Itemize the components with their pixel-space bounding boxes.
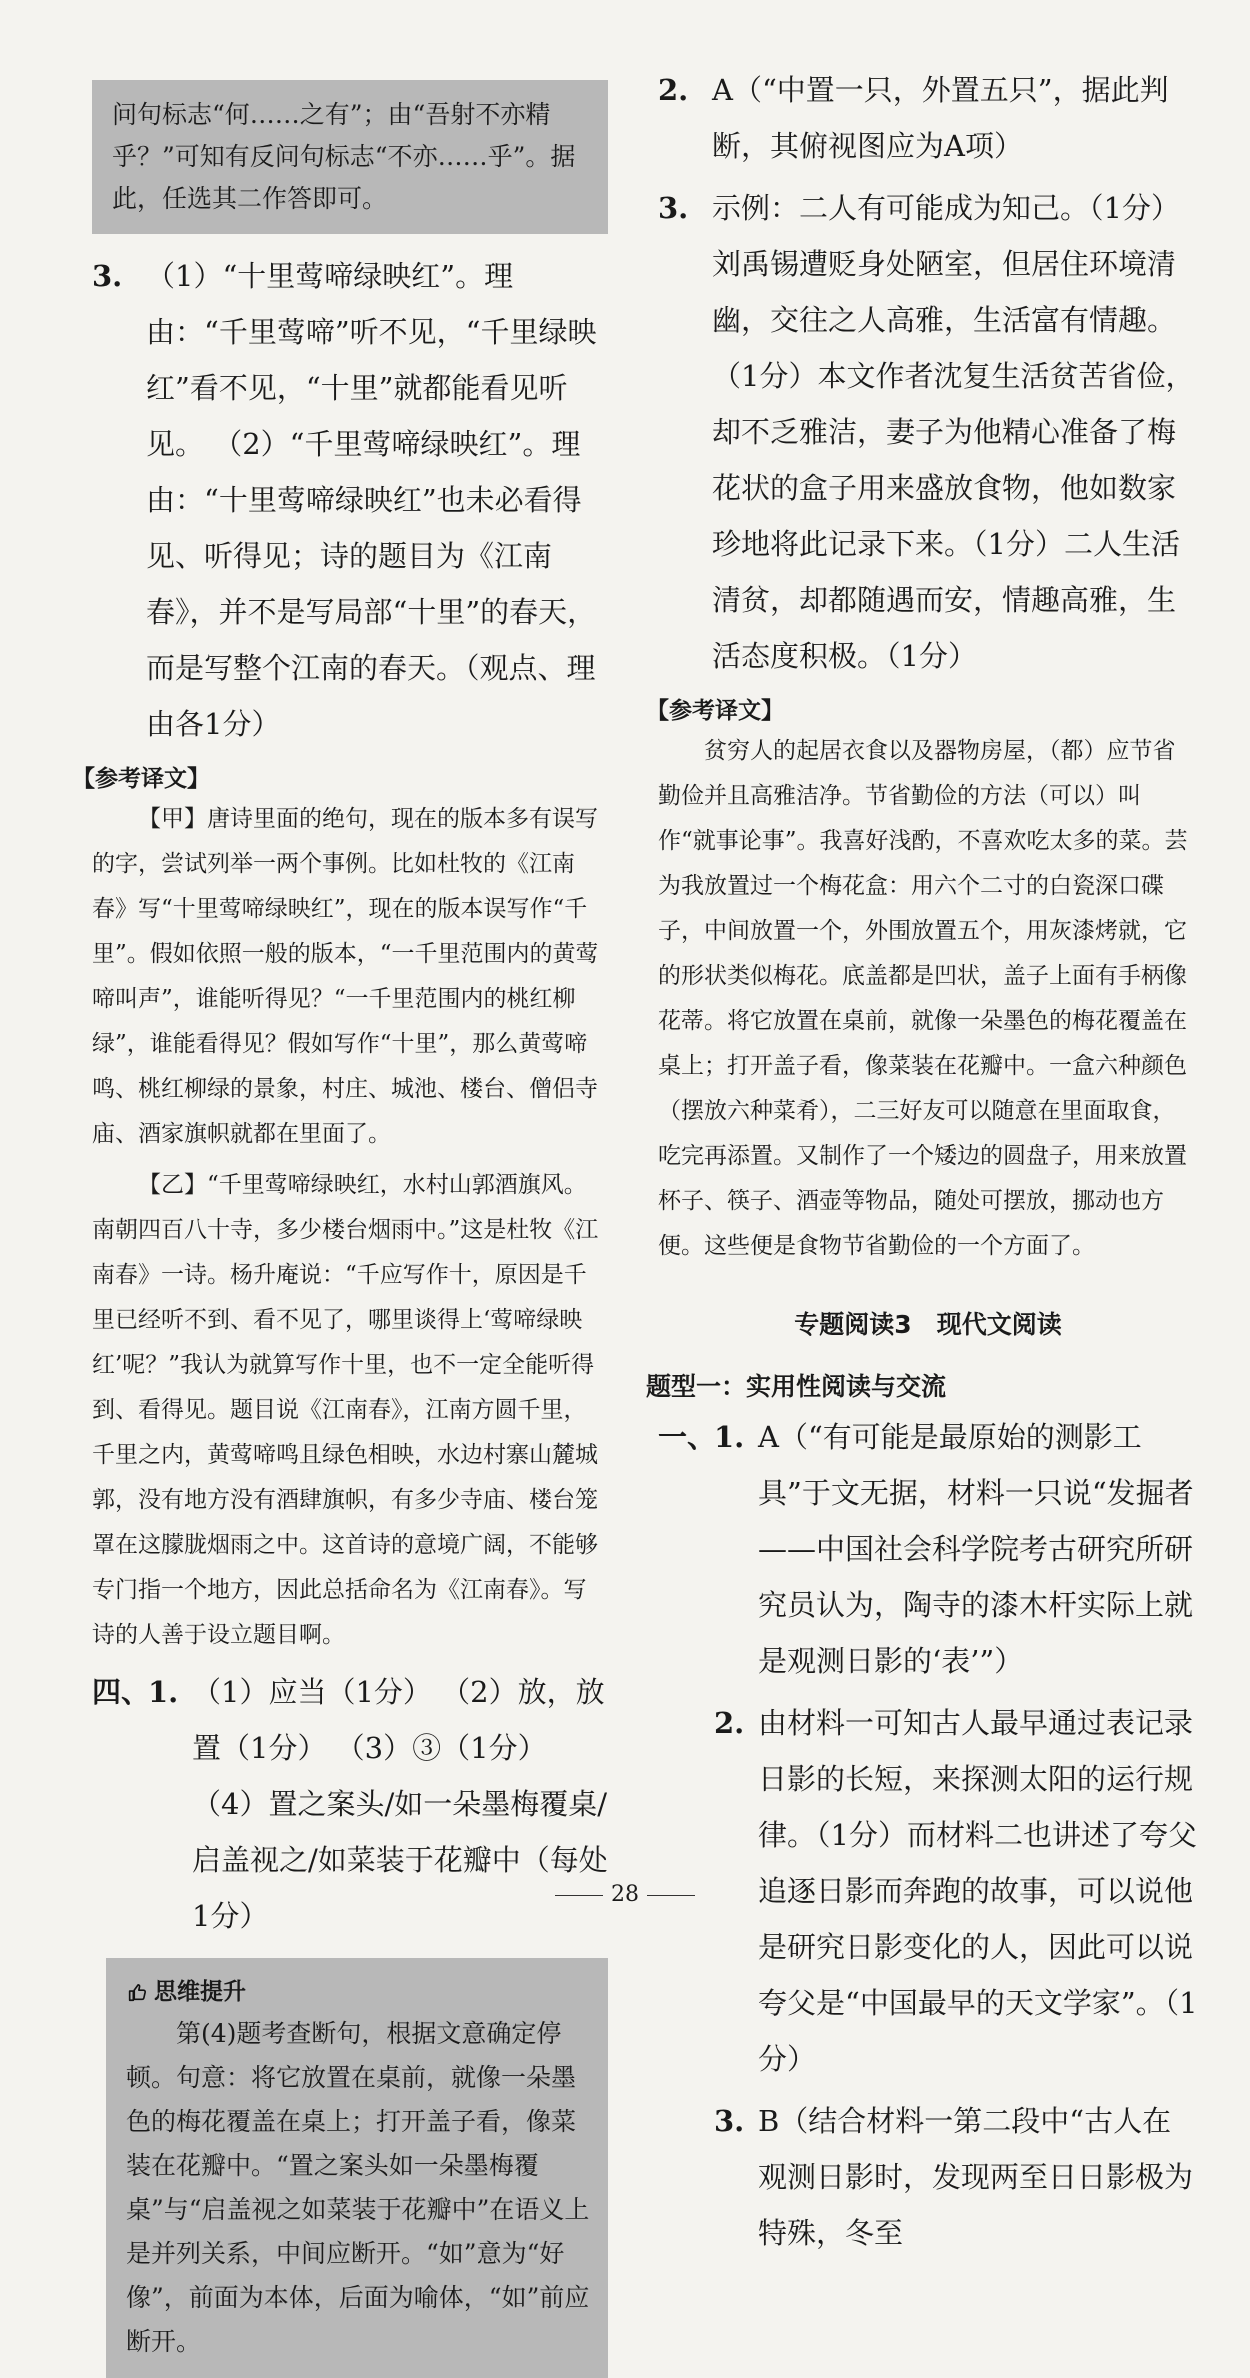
thinking-header — [126, 1972, 592, 2012]
answer-text: （1）应当（1分） （2）放，放置（1分） （3）③（1分） （4）置之案头/如一朵墨梅覆桌/启盖视之/如菜装于花瓣中（每处1分） — [192, 1675, 608, 1933]
question-number: 2. — [714, 1706, 745, 1740]
translation-jia: 【甲】唐诗里面的绝句，现在的版本多有误写的字，尝试列举一两个事例。比如杜牧的《江南春》写“十里莺啼绿映红”，现在的版本误写作“千里”。假如依照一般的版本，“一千里范围内的黄莺啼叫声”，谁能听得见？“一千里范围内的桃红柳绿”，谁能看得见？假如写作“十里”，那么黄莺啼鸣、桃红柳绿的景象，村庄、城池、楼台、僧侣寺庙、酒家旗帜就都在里面了。 — [92, 806, 599, 1147]
left-column — [72, 80, 608, 2378]
answer-q3 — [658, 180, 1198, 684]
answer-section1-q1 — [658, 1409, 1198, 1689]
answer-q2 — [658, 62, 1198, 174]
question-number: 3. — [714, 2104, 745, 2138]
answer-analysis-box — [92, 80, 608, 234]
answer-text: 由材料一可知古人最早通过表记录日影的长短，来探测太阳的运行规律。（1分）而材料二也讲述了夸父追逐日影而奔跑的故事，可以说他是研究日影变化的人，因此可以说夸父是“中国最早的天文学家”。（1分） — [758, 1706, 1198, 2076]
thinking-box — [106, 1958, 608, 2378]
question-number: 1. — [148, 1675, 179, 1709]
thinking-text: 第(4)题考查断句，根据文意确定停顿。句意：将它放置在桌前，就像一朵墨色的梅花覆盖在桌上；打开盖子看，像菜装在花瓣中。“置之案头如一朵墨梅覆桌”与“启盖视之如菜装于花瓣中”在语义上是并列关系，中间应断开。“如”意为“好像”，前面为本体，后面为喻体，“如”前应断开。 — [126, 2019, 590, 2356]
section-title: 专题阅读3 现代文阅读 — [794, 1310, 1062, 1339]
analysis-text: 问句标志“何……之有”；由“吾射不亦精乎？”可知有反问句标志“不亦……乎”。据此，任选其二作答即可。 — [112, 100, 576, 213]
answer-text: A（“中置一只，外置五只”，据此判断，其俯视图应为A项） — [712, 73, 1169, 163]
answer-q3 — [92, 248, 608, 752]
page-number-dash-left — [555, 1895, 603, 1896]
question-number: 2. — [658, 73, 689, 107]
answer-text: 示例：二人有可能成为知己。（1分）刘禹锡遭贬身处陋室，但居住环境清幽，交往之人高雅，生活富有情趣。（1分）本文作者沈复生活贫苦省俭，却不乏雅洁，妻子为他精心准备了梅花状的盒子用来盛放食物，他如数家珍地将此记录下来。（1分）二人生活清贫，却都随遇而安，情趣高雅，生活态度积极。（1分） — [712, 191, 1195, 673]
reference-translation-label: 【参考译文】 — [646, 698, 784, 724]
page-number — [0, 1882, 1250, 1907]
section-number: 一、 — [658, 1420, 717, 1454]
translation-yi: 【乙】“千里莺啼绿映红，水村山郭酒旗风。南朝四百八十寺，多少楼台烟雨中。”这是杜牧《江南春》一诗。杨升庵说：“千应写作十，原因是千里已经听不到、看不见了，哪里谈得上‘莺啼绿映红’呢？”我认为就算写作十里，也不一定全能听得到、看得见。题目说《江南春》，江南方圆千里，千里之内，黄莺啼鸣且绿色相映，水边村寨山麓城郭，没有地方没有酒肆旗帜，有多少寺庙、楼台笼罩在这朦胧烟雨之中。这首诗的意境广阔，不能够专门指一个地方，因此总括命名为《江南春》。写诗的人善于设立题目啊。 — [92, 1172, 599, 1648]
answer-text: A（“有可能是最原始的测影工具”于文无据，材料一只说“发掘者——中国社会科学院考古研究所研究员认为，陶寺的漆木杆实际上就是观测日影的‘表’”） — [758, 1420, 1194, 1678]
page-number-text: 28 — [611, 1882, 639, 1907]
answer-text: B（结合材料一第二段中“古人在观测日影时，发现两至日日影极为特殊，冬至 — [758, 2104, 1194, 2250]
right-column — [646, 73, 1198, 2261]
translation-text: 贫穷人的起居衣食以及器物房屋，（都）应节省勤俭并且高雅洁净。节省勤俭的方法（可以）叫作“就事论事”。我喜好浅酌，不喜欢吃太多的菜。芸为我放置过一个梅花盒：用六个二寸的白瓷深口碟子，中间放置一个，外围放置五个，用灰漆烤就，它的形状类似梅花。底盖都是凹状，盖子上面有手柄像花蒂。将它放置在桌前，就像一朵墨色的梅花覆盖在桌上；打开盖子看，像菜装在花瓣中。一盒六种颜色（摆放六种菜肴），二三好友可以随意在里面取食，吃完再添置。又制作了一个矮边的圆盘子，用来放置杯子、筷子、酒壶等物品，随处可摆放，挪动也方便。这些便是食物节省勤俭的一个方面了。 — [658, 738, 1188, 1259]
page-number-dash-right — [647, 1895, 695, 1896]
answer-section1-q3 — [658, 2093, 1198, 2261]
hand-pointer-icon — [126, 1981, 148, 2003]
answer-text: （1）“十里莺啼绿映红”。理由：“千里莺啼”听不见，“千里绿映红”看不见，“十里”就都能看见听见。 （2）“千里莺啼绿映红”。理由：“十里莺啼绿映红”也未必看得见、听得见；诗的题目为《江南春》，并不是写局部“十里”的春天，而是写整个江南的春天。（观点、理由各1分） — [146, 259, 597, 741]
question-number: 3. — [92, 259, 123, 293]
question-number: 1. — [714, 1420, 745, 1454]
thinking-label: 思维提升 — [154, 1979, 246, 2005]
section-number: 四、 — [92, 1675, 151, 1709]
question-type-title: 题型一：实用性阅读与交流 — [646, 1372, 947, 1401]
question-number: 3. — [658, 191, 689, 225]
reference-translation-label: 【参考译文】 — [72, 766, 210, 792]
